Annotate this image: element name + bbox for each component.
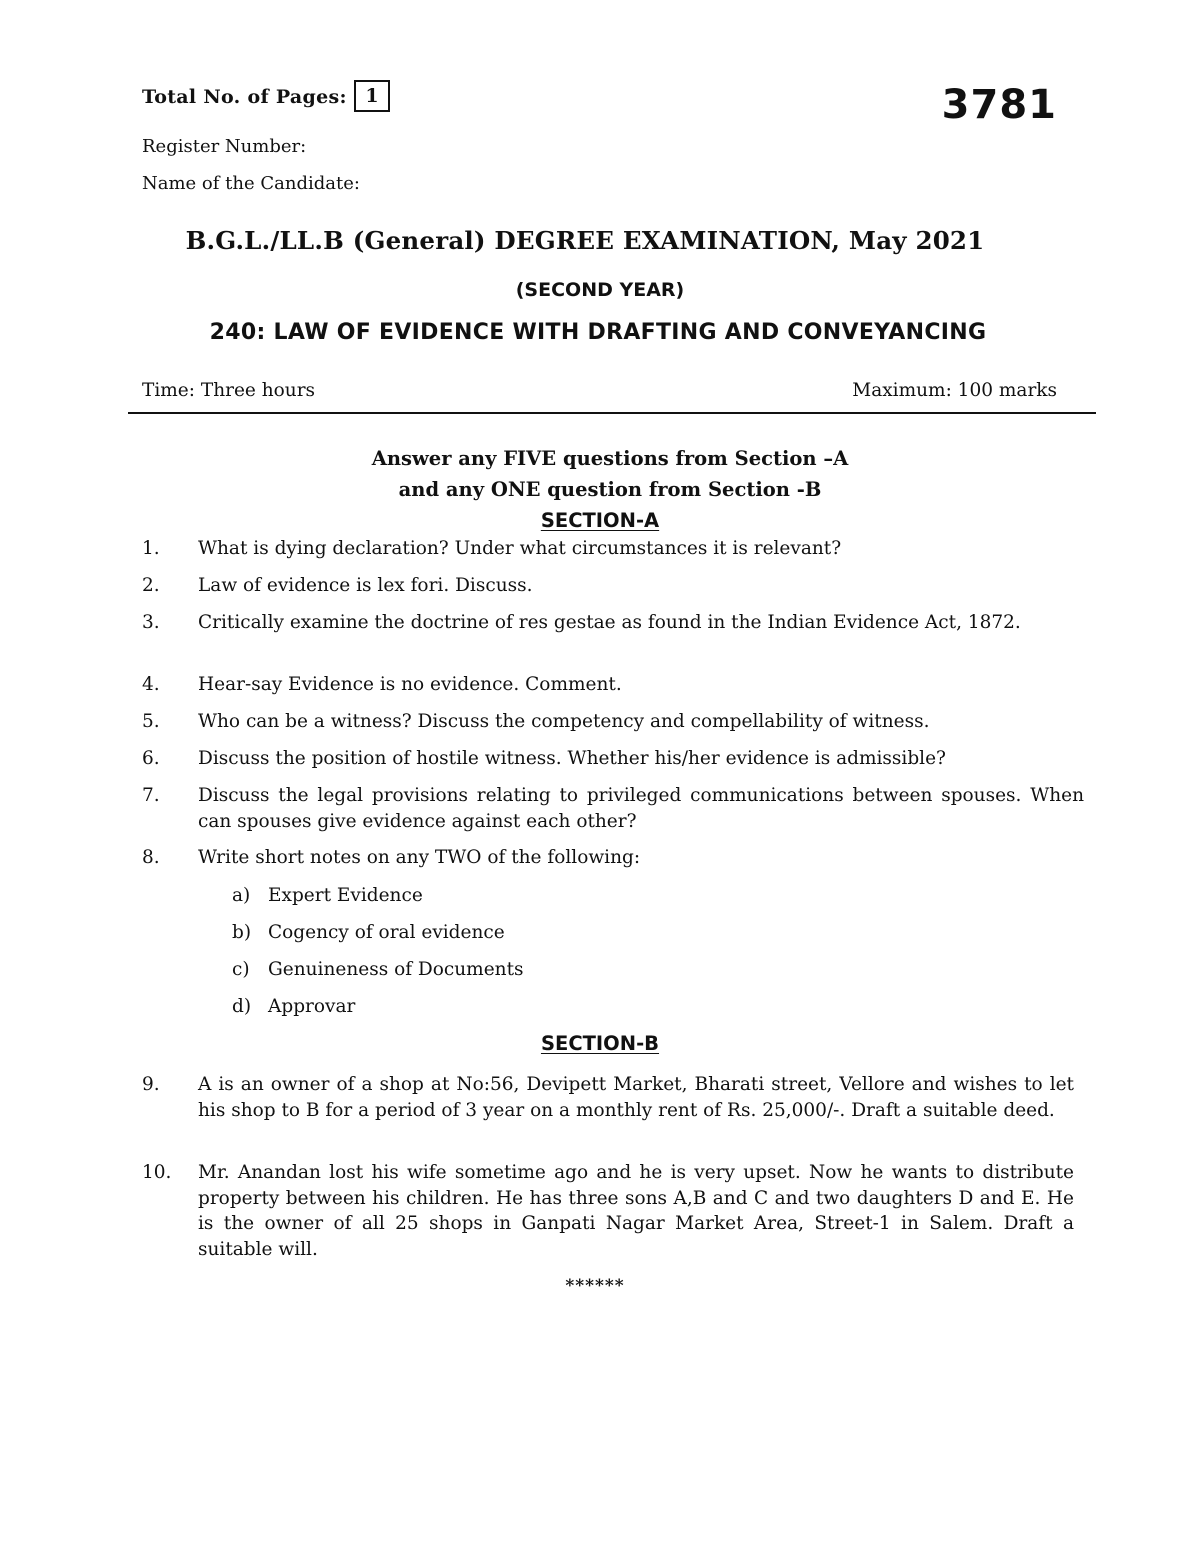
question-text: Hear-say Evidence is no evidence. Comment. [198,674,622,695]
question-text: Discuss the legal provisions relating to privileged communications between spouses. When can spouses give evidence against each other? [198,785,1084,832]
candidate-name-label: Name of the Candidate: [142,173,360,194]
question-number: 4. [142,674,160,695]
question-text: Discuss the position of hostile witness. Whether his/her evidence is admissible? [198,748,946,769]
section-a-heading: SECTION-A [540,509,660,532]
total-pages-label: Total No. of Pages: [142,86,347,108]
question-number: 9. [142,1074,160,1095]
question-number: 7. [142,785,160,806]
exam-subject: 240: LAW OF EVIDENCE WITH DRAFTING AND CONVEYANCING [209,320,987,345]
paper-code: 3781 [941,82,1057,128]
question-number: 1. [142,538,160,559]
question-number: 10. [142,1162,172,1183]
sub-item-label: b) [232,922,252,943]
header-divider [128,412,1096,414]
sub-item [232,957,524,982]
question-text: Critically examine the doctrine of res gestae as found in the Indian Evidence Act, 1872. [198,612,1021,633]
sub-item-text: Genuineness of Documents [268,959,524,980]
exam-max-marks: Maximum: 100 marks [852,380,1057,401]
sub-item-label: a) [232,885,251,906]
question-number: 3. [142,612,160,633]
exam-title: B.G.L./LL.B (General) DEGREE EXAMINATION, May 2021 [185,226,985,255]
instruction-line-1: Answer any FIVE questions from Section –A [371,447,849,470]
sub-item [232,920,505,945]
question-number: 5. [142,711,160,732]
total-pages-box: 1 [354,80,390,112]
question-text: Mr. Anandan lost his wife sometime ago and he is very upset. Now he wants to distribute property between his children. He has three sons A,B and C and two daughters D and E. He is the owner of all 25 shops in Ganpati Nagar Market Area, Street-1 in Salem. Draft a suitable will. [198,1162,1074,1260]
question-text: Law of evidence is lex fori. Discuss. [198,575,533,596]
sub-item [232,883,423,908]
sub-item-label: d) [232,996,252,1017]
question-text: Who can be a witness? Discuss the competency and compellability of witness. [198,711,930,732]
question-text: A is an owner of a shop at No:56, Devipett Market, Bharati street, Vellore and wishes to let his shop to B for a period of 3 year on a monthly rent of Rs. 25,000/-. Draft a suitable deed. [198,1074,1074,1121]
question-number: 2. [142,575,160,596]
instruction-line-2: and any ONE question from Section -B [398,478,822,501]
sub-item-text: Expert Evidence [268,885,423,906]
question-text: Write short notes on any TWO of the following: [198,847,641,868]
exam-time: Time: Three hours [142,380,316,401]
sub-item-label: c) [232,959,250,980]
question-text: What is dying declaration? Under what circumstances it is relevant? [198,538,842,559]
end-of-paper-mark: ****** [565,1276,625,1296]
register-number-label: Register Number: [142,136,307,157]
question-number: 8. [142,847,160,868]
sub-item-text: Cogency of oral evidence [268,922,505,943]
section-b-heading: SECTION-B [540,1032,660,1055]
exam-year: (SECOND YEAR) [515,279,685,301]
sub-item-text: Approvar [268,996,356,1017]
sub-item [232,994,355,1019]
question-number: 6. [142,748,160,769]
